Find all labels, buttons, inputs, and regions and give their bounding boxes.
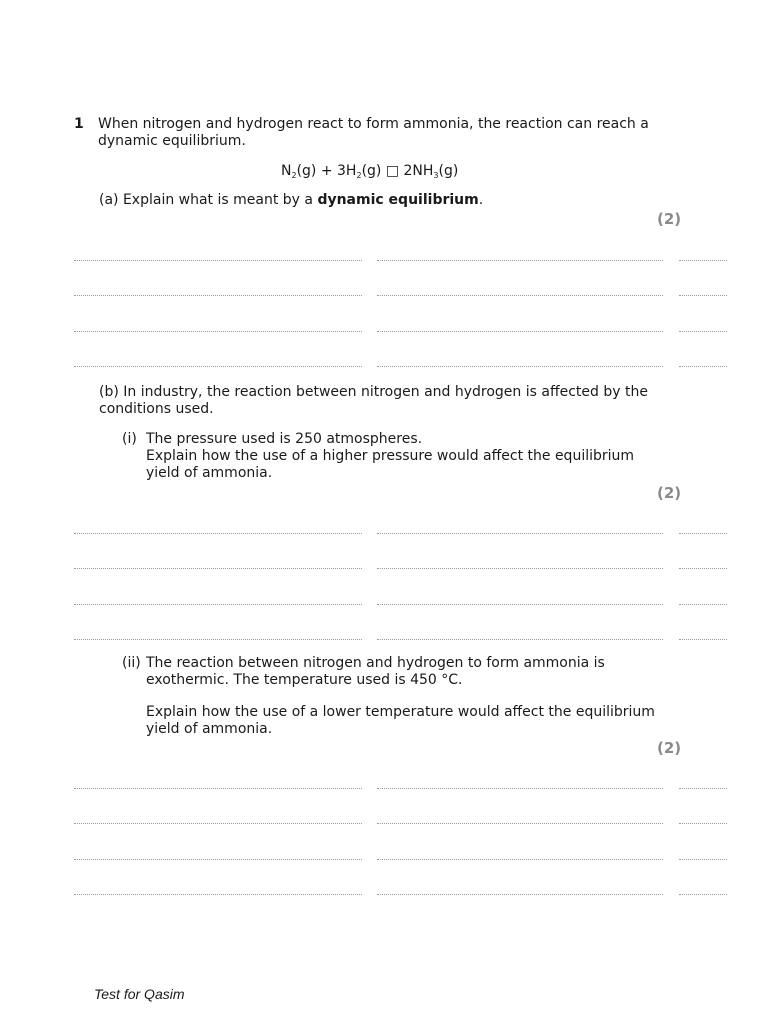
part-b-i-line2: Explain how the use of a higher pressure would affect the equilibrium yield of ammonia.: [146, 448, 635, 481]
answer-line[interactable]: [377, 331, 663, 332]
answer-line[interactable]: [377, 894, 663, 895]
answer-line[interactable]: [74, 788, 362, 789]
answer-line[interactable]: [74, 894, 362, 895]
eq-nh-sub: 3: [433, 171, 439, 180]
answer-line[interactable]: [74, 604, 362, 605]
footer-text: Test for Qasim: [94, 986, 185, 1002]
answer-line[interactable]: [74, 568, 362, 569]
answer-line[interactable]: [679, 788, 727, 789]
answer-line[interactable]: [74, 366, 362, 367]
part-a-end: .: [478, 192, 484, 208]
answer-line[interactable]: [679, 260, 727, 261]
eq-n-state: (g) + 3H: [296, 163, 357, 179]
answer-line[interactable]: [679, 533, 727, 534]
part-b-i-label: (i): [122, 431, 137, 447]
answer-line[interactable]: [377, 295, 663, 296]
part-b-ii-marks: (2): [657, 739, 682, 757]
answer-line[interactable]: [377, 260, 663, 261]
answer-line[interactable]: [74, 533, 362, 534]
part-b-i-line1: The pressure used is 250 atmospheres.: [146, 431, 423, 447]
answer-line[interactable]: [74, 823, 362, 824]
answer-line[interactable]: [377, 788, 663, 789]
answer-line[interactable]: [74, 295, 362, 296]
answer-line[interactable]: [377, 568, 663, 569]
eq-h-sub: 2: [356, 171, 362, 180]
answer-line[interactable]: [377, 639, 663, 640]
question-number: 1: [74, 116, 84, 132]
answer-line[interactable]: [679, 894, 727, 895]
answer-line[interactable]: [679, 366, 727, 367]
part-a-bold: dynamic equilibrium: [317, 192, 479, 208]
eq-nh-state: (g): [438, 163, 459, 179]
answer-line[interactable]: [679, 331, 727, 332]
eq-h-state: (g) □ 2NH: [361, 163, 434, 179]
answer-line[interactable]: [377, 533, 663, 534]
answer-line[interactable]: [679, 859, 727, 860]
answer-line[interactable]: [74, 859, 362, 860]
answer-line[interactable]: [679, 823, 727, 824]
eq-n: N: [281, 163, 292, 179]
part-b-prompt: (b) In industry, the reaction between nitrogen and hydrogen is affected by the conditions used.: [99, 384, 648, 417]
answer-line[interactable]: [377, 859, 663, 860]
part-b-i-marks: (2): [657, 484, 682, 502]
part-b-ii-label: (ii): [122, 655, 141, 671]
part-a-prompt: [99, 192, 659, 208]
reaction-equation: [281, 163, 458, 180]
answer-line[interactable]: [74, 331, 362, 332]
answer-line[interactable]: [377, 604, 663, 605]
answer-line[interactable]: [377, 366, 663, 367]
answer-line[interactable]: [679, 568, 727, 569]
answer-line[interactable]: [679, 639, 727, 640]
answer-line[interactable]: [679, 295, 727, 296]
answer-line[interactable]: [74, 639, 362, 640]
answer-line[interactable]: [679, 604, 727, 605]
answer-line[interactable]: [74, 260, 362, 261]
part-a-marks: (2): [657, 210, 682, 228]
part-b-ii-line1: The reaction between nitrogen and hydrogen to form ammonia is exothermic. The temperature used is 450 °C.: [146, 655, 605, 688]
question-intro: When nitrogen and hydrogen react to form ammonia, the reaction can reach a dynamic equilibrium.: [98, 116, 649, 149]
part-b-ii-line2: Explain how the use of a lower temperature would affect the equilibrium yield of ammonia.: [146, 704, 655, 737]
part-a-label: (a) Explain what is meant by a: [99, 192, 313, 208]
part-b-i-text: [146, 431, 666, 482]
eq-n-sub: 2: [291, 171, 297, 180]
answer-line[interactable]: [377, 823, 663, 824]
